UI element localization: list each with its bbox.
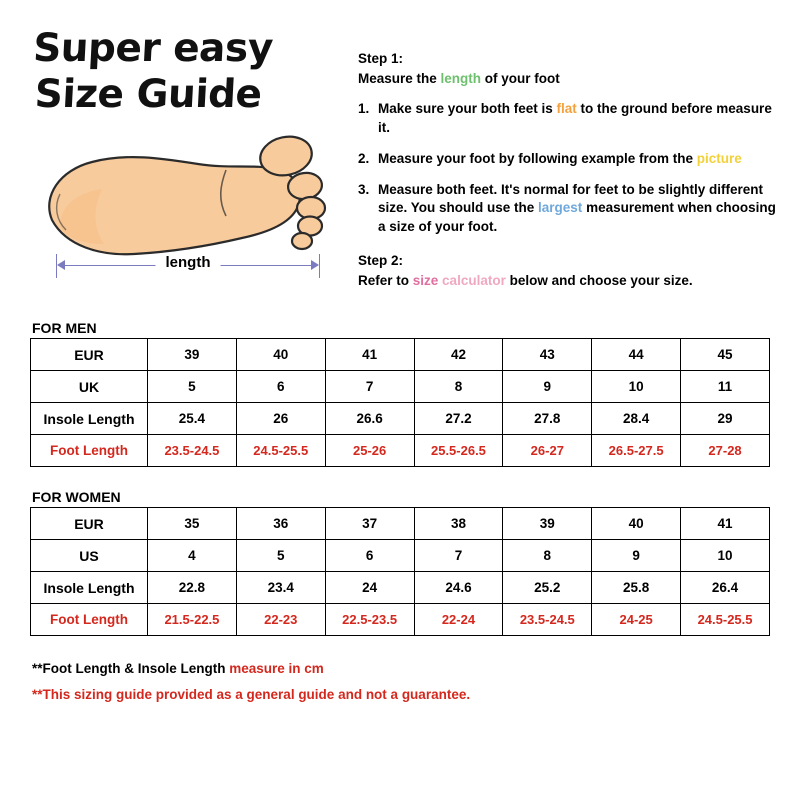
- step2-subheading: [358, 272, 778, 290]
- cell: 42: [414, 339, 503, 371]
- cell: 25.4: [148, 403, 237, 435]
- list-item-number: 3.: [358, 182, 370, 198]
- cell: 40: [236, 339, 325, 371]
- list-item: [358, 100, 778, 136]
- women-size-table: [30, 507, 770, 636]
- men-section-title: FOR MEN: [32, 320, 97, 336]
- page-title: [30, 26, 343, 118]
- cell: 22-24: [414, 604, 503, 636]
- footnote-1-red: measure in cm: [229, 661, 324, 676]
- table-row: [31, 604, 770, 636]
- row-header-eur: EUR: [31, 508, 148, 540]
- table-row: [31, 339, 770, 371]
- men-section: [0, 320, 800, 467]
- table-row: [31, 403, 770, 435]
- cell: 5: [236, 540, 325, 572]
- cell: 40: [592, 508, 681, 540]
- cell: 21.5-22.5: [148, 604, 237, 636]
- step1-subheading: [358, 70, 778, 88]
- cell: 27.8: [503, 403, 592, 435]
- cell: 45: [681, 339, 770, 371]
- cell: 22.5-23.5: [325, 604, 414, 636]
- header-left: [30, 26, 340, 320]
- table-row: [31, 435, 770, 467]
- cell: 41: [325, 339, 414, 371]
- list-item: [358, 150, 778, 168]
- cell: 26: [236, 403, 325, 435]
- cell: 25.5-26.5: [414, 435, 503, 467]
- step2-heading: Step 2:: [358, 252, 404, 268]
- cell: 8: [503, 540, 592, 572]
- cell: 6: [236, 371, 325, 403]
- step2-pre: Refer to: [358, 272, 413, 288]
- cell: 35: [148, 508, 237, 540]
- list-item-pre: Measure your foot by following example from the: [378, 150, 697, 166]
- cell: 23.5-24.5: [503, 604, 592, 636]
- step1-sub-pre: Measure the: [358, 71, 441, 87]
- table-row: [31, 572, 770, 604]
- instruction-list: [358, 100, 778, 235]
- arrow-left-icon: [57, 260, 65, 270]
- row-header-insole-length: Insole Length: [31, 572, 148, 604]
- length-measure-indicator: [54, 252, 322, 280]
- list-item-highlight: flat: [556, 101, 577, 117]
- cell: 29: [681, 403, 770, 435]
- measure-cap-right: [319, 254, 320, 278]
- cell: 37: [325, 508, 414, 540]
- page-title-line2: Size Guide: [33, 72, 263, 117]
- step1-sub-post: of your foot: [481, 71, 560, 87]
- cell: 23.4: [236, 572, 325, 604]
- page-title-line1: Super easy: [32, 26, 274, 71]
- women-section: [0, 489, 800, 636]
- list-item-highlight: picture: [696, 150, 742, 166]
- step2-highlight-size: size: [412, 272, 439, 288]
- cell: 25.8: [592, 572, 681, 604]
- row-header-foot-length: Foot Length: [31, 435, 148, 467]
- step2-post: below and choose your size.: [505, 272, 693, 288]
- header-section: [0, 0, 800, 320]
- cell: 24.5-25.5: [681, 604, 770, 636]
- cell: 9: [503, 371, 592, 403]
- row-header-foot-length: Foot Length: [31, 604, 148, 636]
- cell: 26.6: [325, 403, 414, 435]
- row-header-insole-length: Insole Length: [31, 403, 148, 435]
- footnote-2: **This sizing guide provided as a general guide and not a guarantee.: [32, 686, 471, 702]
- list-item-highlight: largest: [538, 200, 583, 216]
- arrow-right-icon: [311, 260, 319, 270]
- cell: 44: [592, 339, 681, 371]
- row-header-us: US: [31, 540, 148, 572]
- cell: 10: [592, 371, 681, 403]
- cell: 8: [414, 371, 503, 403]
- list-item: [358, 181, 778, 236]
- cell: 24.5-25.5: [236, 435, 325, 467]
- cell: 26.4: [681, 572, 770, 604]
- length-label: length: [156, 254, 221, 271]
- cell: 6: [325, 540, 414, 572]
- cell: 26.5-27.5: [592, 435, 681, 467]
- list-item-post: to the ground before measure it.: [378, 101, 772, 135]
- cell: 39: [503, 508, 592, 540]
- cell: 26-27: [503, 435, 592, 467]
- cell: 23.5-24.5: [148, 435, 237, 467]
- list-item-pre: Measure both feet. It's normal for feet to be slightly different size. You should use the: [378, 182, 764, 216]
- step1-heading: Step 1:: [358, 51, 404, 66]
- row-header-uk: UK: [31, 371, 148, 403]
- women-section-title: FOR WOMEN: [32, 489, 121, 505]
- cell: 24.6: [414, 572, 503, 604]
- list-item-post: measurement when choosing a size of your foot.: [378, 200, 776, 234]
- cell: 24: [325, 572, 414, 604]
- cell: 7: [414, 540, 503, 572]
- step2-highlight-calculator: calculator: [438, 272, 506, 288]
- cell: 10: [681, 540, 770, 572]
- cell: 4: [148, 540, 237, 572]
- cell: 43: [503, 339, 592, 371]
- table-row: [31, 508, 770, 540]
- footnote-1: [32, 656, 770, 682]
- table-row: [31, 540, 770, 572]
- list-item-number: 1.: [358, 101, 370, 117]
- cell: 22.8: [148, 572, 237, 604]
- list-item-pre: Make sure your both feet is: [378, 101, 557, 117]
- row-header-eur: EUR: [31, 339, 148, 371]
- footnotes: [0, 636, 800, 707]
- list-item-number: 2.: [358, 150, 370, 166]
- cell: 39: [148, 339, 237, 371]
- step1-sub-highlight: length: [440, 71, 482, 87]
- cell: 25.2: [503, 572, 592, 604]
- men-size-table: [30, 338, 770, 467]
- table-row: [31, 371, 770, 403]
- cell: 22-23: [236, 604, 325, 636]
- cell: 36: [236, 508, 325, 540]
- cell: 27.2: [414, 403, 503, 435]
- foot-illustration: [30, 134, 340, 294]
- cell: 9: [592, 540, 681, 572]
- instructions-panel: [340, 26, 778, 320]
- cell: 27-28: [681, 435, 770, 467]
- cell: 11: [681, 371, 770, 403]
- cell: 7: [325, 371, 414, 403]
- cell: 24-25: [592, 604, 681, 636]
- cell: 5: [148, 371, 237, 403]
- cell: 38: [414, 508, 503, 540]
- cell: 25-26: [325, 435, 414, 467]
- footnote-1-black: **Foot Length & Insole Length: [32, 661, 230, 676]
- cell: 41: [681, 508, 770, 540]
- cell: 28.4: [592, 403, 681, 435]
